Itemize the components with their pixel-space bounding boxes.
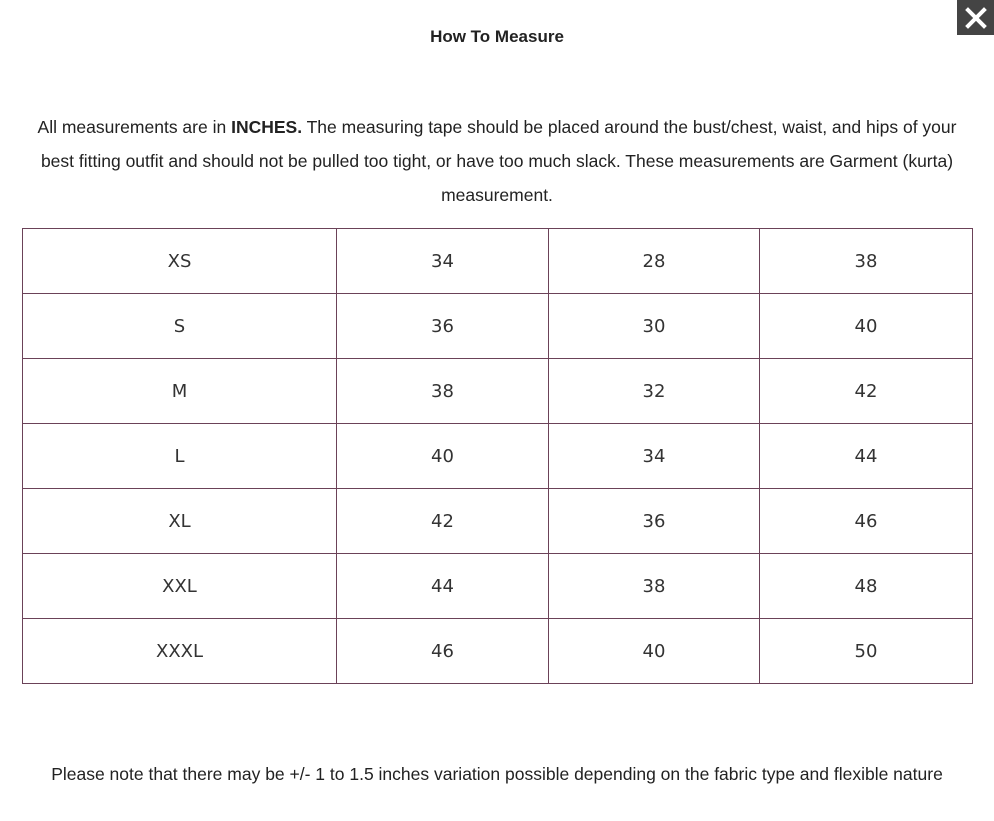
measurement-cell: 36 — [337, 294, 549, 359]
measurement-cell: 40 — [549, 619, 760, 684]
measurement-cell: 46 — [760, 489, 973, 554]
measurement-cell: 44 — [337, 554, 549, 619]
measurement-cell: 30 — [549, 294, 760, 359]
table-row — [23, 554, 973, 619]
table-row — [23, 424, 973, 489]
table-row — [23, 229, 973, 294]
close-icon — [965, 7, 987, 29]
table-row — [23, 359, 973, 424]
intro-text-rest: The measuring tape should be placed around the bust/chest, waist, and hips of your best fitting outfit and should not be pulled too tight, or have too much slack. These measurements are Garment (kurta) measurement. — [40, 117, 957, 205]
table-row — [23, 619, 973, 684]
size-cell: XXXL — [23, 619, 337, 684]
measurement-cell: 48 — [760, 554, 973, 619]
measurement-cell: 42 — [337, 489, 549, 554]
size-chart-body — [23, 229, 973, 684]
measurement-cell: 38 — [760, 229, 973, 294]
measurement-cell: 40 — [760, 294, 973, 359]
variation-note: Please note that there may be +/- 1 to 1.5 inches variation possible depending on the fabric type and flexible nature — [51, 764, 943, 784]
measurement-cell: 40 — [337, 424, 549, 489]
size-cell: XS — [23, 229, 337, 294]
table-row — [23, 489, 973, 554]
measurement-cell: 38 — [337, 359, 549, 424]
measurement-cell: 50 — [760, 619, 973, 684]
modal-title: How To Measure — [430, 27, 564, 46]
measurement-cell: 28 — [549, 229, 760, 294]
measurement-cell: 36 — [549, 489, 760, 554]
size-cell: L — [23, 424, 337, 489]
measurement-cell: 32 — [549, 359, 760, 424]
measurement-cell: 38 — [549, 554, 760, 619]
measurement-cell: 34 — [549, 424, 760, 489]
measurement-cell: 44 — [760, 424, 973, 489]
measurement-cell: 46 — [337, 619, 549, 684]
size-cell: XL — [23, 489, 337, 554]
size-cell: M — [23, 359, 337, 424]
intro-text — [22, 110, 972, 212]
size-cell: S — [23, 294, 337, 359]
intro-text-units: INCHES. — [231, 117, 303, 137]
size-cell: XXL — [23, 554, 337, 619]
size-chart-table — [22, 228, 973, 684]
measurement-cell: 34 — [337, 229, 549, 294]
intro-text-start: All measurements are in — [37, 117, 232, 137]
table-row — [23, 294, 973, 359]
measurement-cell: 42 — [760, 359, 973, 424]
